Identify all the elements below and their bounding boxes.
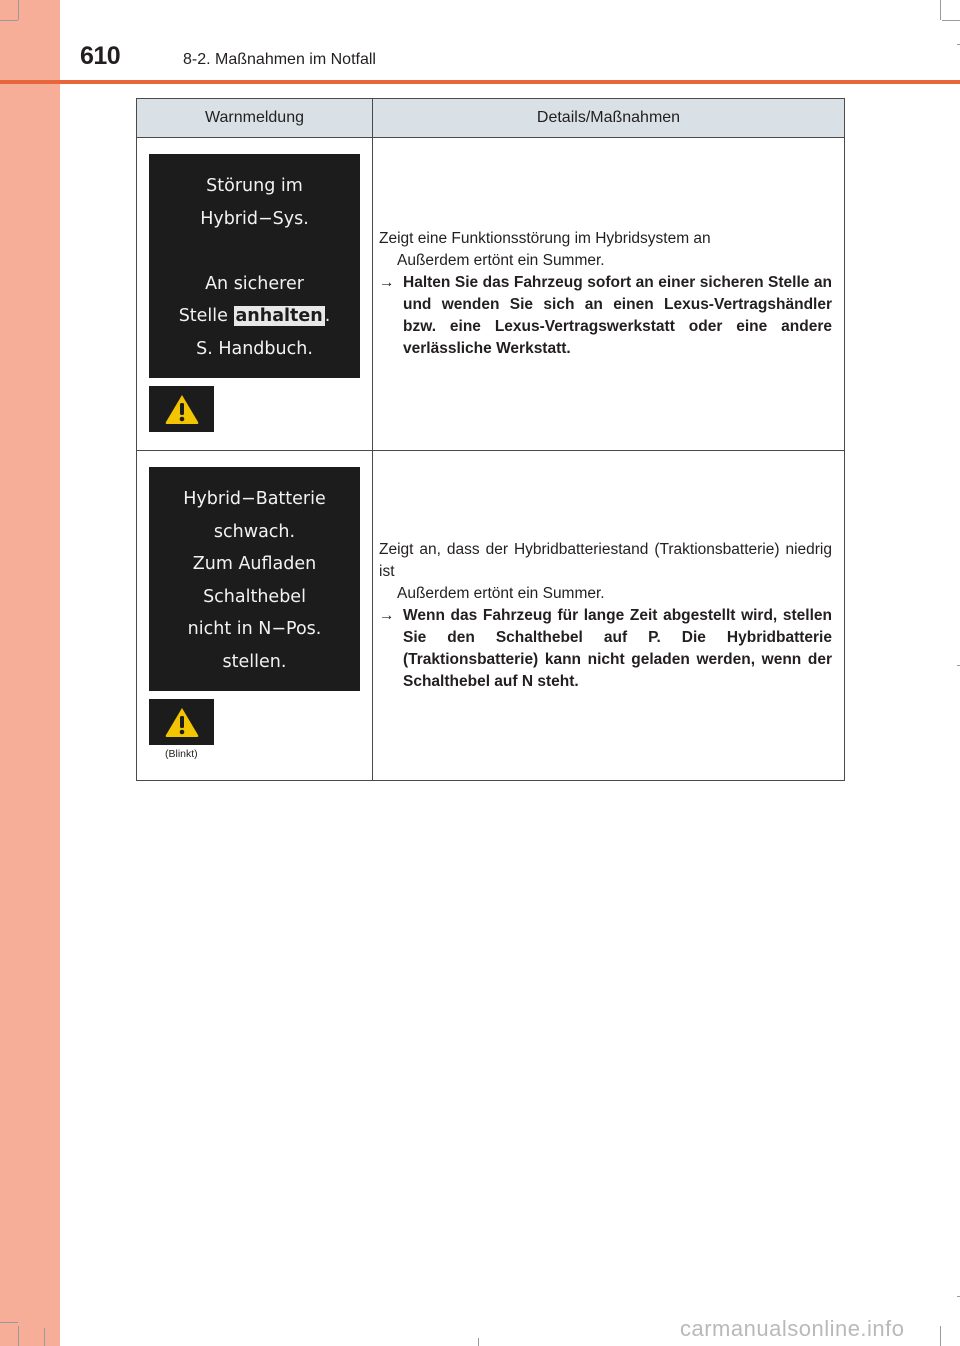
detail-intro: Zeigt an, dass der Hybridbatteriestand (Traktionsbatterie) niedrig ist (379, 540, 832, 580)
detail-action (379, 272, 832, 360)
screen-line: Hybrid−Sys. (200, 208, 309, 229)
screen-line: S. Handbuch. (196, 338, 313, 359)
arrow-icon: → (379, 274, 395, 291)
detail-action (379, 605, 832, 693)
warning-message-cell (137, 451, 373, 781)
screen-line: Zum Aufladen (192, 554, 317, 574)
screen-word: Stelle (178, 306, 228, 326)
crop-mark (18, 1326, 19, 1346)
detail-note: Außerdem ertönt ein Summer. (397, 584, 605, 602)
warning-table (136, 98, 845, 781)
column-header-details: Details/Maßnahmen (373, 99, 845, 138)
side-band (0, 0, 60, 1346)
screen-line: nicht in N−Pos. (187, 619, 322, 639)
crop-mark (940, 0, 941, 20)
details-cell (373, 138, 845, 451)
header-rule (0, 80, 960, 84)
page-number: 610 (80, 42, 121, 70)
detail-action-text: Wenn das Fahrzeug für lange Zeit abgestellt wird, stellen Sie den Schalthebel auf P. Die Hybridbatterie (Traktionsbatterie) kann nicht geladen werden, wenn der Schalthebel auf N steht. (403, 606, 832, 690)
crop-mark (18, 0, 19, 20)
detail-intro: Zeigt eine Funktionsstörung im Hybridsystem an (379, 230, 711, 247)
screen-highlight: anhalten (235, 306, 323, 326)
display-screen (149, 154, 360, 378)
crop-mark (942, 20, 960, 21)
crop-mark (940, 1326, 941, 1346)
warning-message-cell (137, 138, 373, 451)
details-cell (373, 451, 845, 781)
table-row (137, 451, 845, 781)
screen-line: schwach. (213, 521, 296, 542)
section-title: 8-2. Maßnahmen im Notfall (183, 51, 376, 68)
screen-line: An sicherer (205, 273, 304, 294)
watermark: carmanualsonline.info (680, 1316, 905, 1341)
crop-mark (0, 1322, 18, 1323)
blink-label: (Blinkt) (165, 748, 198, 760)
column-header-warning: Warnmeldung (137, 99, 373, 138)
crop-mark (478, 1338, 479, 1346)
arrow-icon: → (379, 606, 395, 624)
display-screen (149, 467, 360, 691)
warning-triangle-icon (164, 393, 200, 425)
screen-line: Schalthebel (203, 586, 306, 607)
warning-light-badge (149, 699, 214, 745)
screen-line (149, 235, 360, 268)
screen-line (149, 300, 360, 333)
detail-note: Außerdem ertönt ein Summer. (397, 252, 605, 269)
warning-triangle-icon (164, 706, 200, 738)
crop-mark (0, 20, 18, 21)
screen-after: . (324, 306, 331, 326)
crop-mark (44, 1328, 45, 1346)
table-header-row (137, 99, 845, 138)
screen-line: Störung im (206, 176, 303, 196)
warning-light-badge (149, 386, 214, 432)
screen-line: stellen. (222, 651, 287, 672)
detail-action-text: Halten Sie das Fahrzeug sofort an einer sicheren Stelle an und wenden Sie sich an einen Lexus-Vertragshändler bzw. eine Lexus-Vertragswerkstatt oder eine andere verlässliche Werkstatt. (403, 274, 832, 357)
table-row (137, 138, 845, 451)
screen-line: Hybrid−Batterie (183, 489, 326, 509)
